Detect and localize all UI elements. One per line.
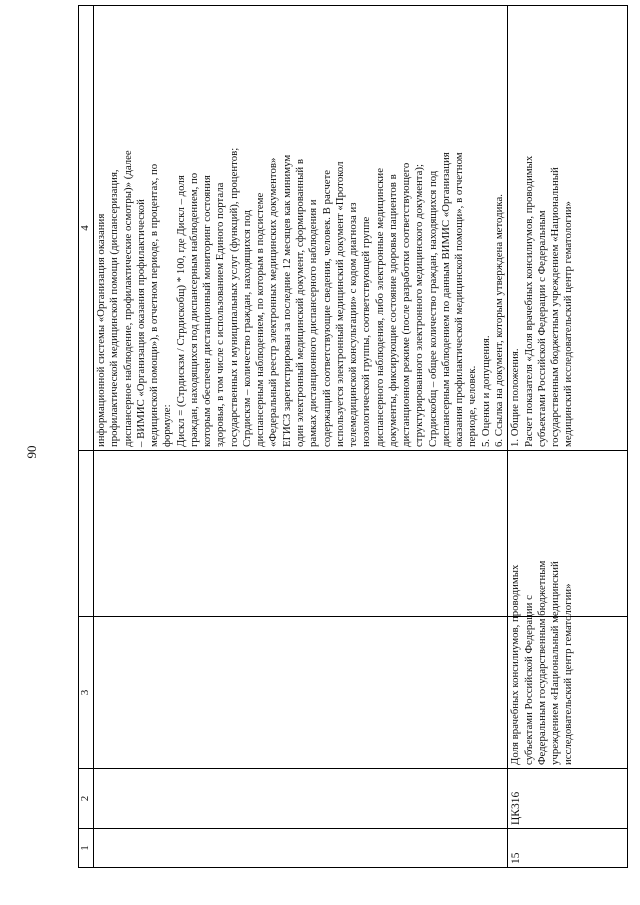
text-line: рамках дистанционного диспансерного наблюдения и — [307, 199, 320, 447]
header-col-empty — [79, 451, 94, 617]
text-line: диспансерного наблюдения, либо электронные медицинские — [373, 168, 386, 447]
indicator-description — [508, 6, 628, 451]
text-line: субъектами Российской Федерации с Федеральным — [535, 210, 548, 447]
text-line: периоде, человек. — [466, 365, 479, 447]
text-line: Дискл = (Стрдискзм / Стрдискобщ) * 100, где Дискл – доля — [174, 175, 187, 447]
rotated-page-content — [78, 31, 628, 868]
cell-empty — [94, 617, 508, 769]
text-line: структурированного электронного медицинского документа); — [413, 163, 426, 447]
text-line: ЕГИСЗ зарегистрирован за последние 12 месяцев как минимум — [280, 154, 293, 447]
text-line: дистанционном режиме (после разработки соответствующего — [400, 162, 413, 447]
text-line: медицинской помощи»), в отчетном периоде, в процентах, по — [148, 163, 161, 447]
header-col-4: 4 — [79, 6, 94, 451]
text-line: которым обеспечен дистанционный мониторинг состояния — [201, 175, 214, 447]
text-line: 6. Ссылка на документ, которым утверждена методика. — [492, 194, 505, 447]
text-line: медицинский исследовательский центр гематологии» — [562, 201, 575, 447]
text-line: формуле: — [161, 404, 174, 447]
text-line: – ВИМИС «Организация оказания профилактической — [134, 199, 147, 447]
text-line: документы, фиксирующие состояние здоровья пациентов в — [386, 174, 399, 447]
text-line: государственным бюджетным учреждением «Национальный — [549, 167, 562, 447]
text-line: телемедицинской консультации» с кодом диагноза из — [347, 202, 360, 447]
text-line: 5. Оценки и допущения. — [479, 335, 492, 447]
text-line: 1. Общие положения. — [509, 348, 522, 447]
text-line: «Федеральный реестр электронных медицинских документов» — [267, 157, 280, 447]
header-col-2: 2 — [79, 769, 94, 829]
text-line: Расчет показателя «Доля врачебных консилиумов, проводимых — [522, 155, 535, 447]
text-line: диспансерное наблюдение, профилактические осмотры)» (далее — [121, 150, 134, 447]
text-line: содержащий соответствующие сведения, человек. В расчете — [320, 169, 333, 447]
text-line: учреждением «Национальный медицинский — [549, 561, 562, 765]
text-line: диспансерным наблюдением, по которым в подсистеме — [254, 192, 267, 447]
indicator-table — [78, 5, 628, 868]
cell-empty — [94, 451, 508, 617]
text-line: профилактической медицинской помощи (диспансеризация, — [108, 169, 121, 447]
text-line: Федеральным государственным бюджетным — [535, 560, 548, 765]
row-number: 15 — [508, 829, 628, 868]
text-line: исследовательский центр гематологии» — [562, 583, 575, 765]
text-line: субъектами Российской Федерации с — [522, 595, 535, 765]
text-line: Доля врачебных консилиумов, проводимых — [509, 564, 522, 765]
header-col-3: 3 — [79, 617, 94, 769]
methodology-cell — [94, 6, 508, 451]
indicator-name — [508, 560, 628, 769]
text-line: Стрдискобщ – общее количество граждан, находящихся под — [426, 170, 439, 447]
indicator-code: ЦК316 — [508, 769, 628, 829]
header-col-1: 1 — [79, 829, 94, 868]
table-row-continuation — [94, 6, 508, 868]
text-line: диспансерным наблюдением по данным ВИМИС «Организация — [439, 152, 452, 447]
text-line: Стрдискзм – количество граждан, находящихся под — [240, 210, 253, 447]
text-line: здоровья, в том числе с использованием Единого портала — [214, 182, 227, 447]
text-line: нозологической группы, соответствующей группе — [360, 216, 373, 447]
text-line: используется электронный медицинский документ «Протокол — [333, 161, 346, 447]
cell-empty — [94, 769, 508, 829]
text-line: государственных и муниципальных услуг (функций), процентов; — [227, 147, 240, 447]
text-line: оказания профилактической медицинской помощи», в отчетном — [453, 152, 466, 447]
text-line: граждан, находящихся под диспансерным наблюдением, по — [187, 172, 200, 447]
text-line: один электронный медицинский документ, сформированный в — [293, 159, 306, 447]
table-row — [508, 6, 628, 868]
header-row — [79, 6, 94, 868]
page-number: 90 — [24, 445, 39, 459]
text-line: информационной системы «Организация оказания — [95, 213, 107, 447]
cell-empty — [94, 829, 508, 868]
